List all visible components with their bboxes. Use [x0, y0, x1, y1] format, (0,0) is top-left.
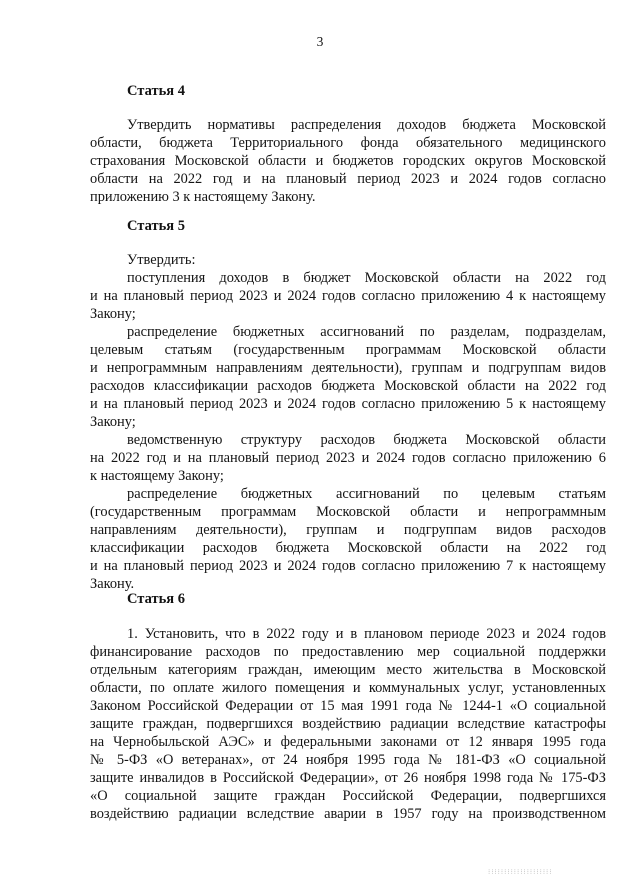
scan-watermark: ⁝⁝⁝⁝⁝⁝⁝⁝⁝⁝⁝⁝⁝⁝⁝⁝⁝⁝⁝⁝	[488, 868, 553, 876]
article-5-line: к настоящему Закону;	[90, 468, 224, 484]
article-5-line: Утвердить:	[127, 252, 196, 268]
article-4-line: Утвердить нормативы распределения доходов бюджета Московской	[127, 117, 606, 133]
article-6-line: отдельным категориям граждан, имеющим место жительства в Московской	[90, 662, 606, 678]
article-6-line: финансирование расходов по предоставлению мер социальной поддержки	[90, 644, 606, 660]
article-4-line: области на 2022 год и на плановый период 2023 и 2024 годов согласно	[90, 171, 606, 187]
article-5-line: Закону.	[90, 576, 135, 592]
article-6-line: защите инвалидов в Российской Федерации», от 26 ноября 1998 года № 175-ФЗ	[90, 770, 606, 786]
article-5-line: Закону;	[90, 306, 136, 322]
article-4-heading: Статья 4	[127, 83, 185, 99]
article-5-line: классификации расходов бюджета Московской области на 2022 год	[90, 540, 606, 556]
article-5-line: направлениям деятельности), группам и подгруппам видов расходов	[90, 522, 606, 538]
article-5-line: расходов классификации расходов бюджета Московской области на 2022 год	[90, 378, 606, 394]
article-6-line: защите граждан, подвергшихся воздействию радиации вследствие катастрофы	[90, 716, 606, 732]
article-5-line: (государственным программам Московской области и непрограммным	[90, 504, 606, 520]
article-5-line: ведомственную структуру расходов бюджета Московской области	[127, 432, 606, 448]
article-5-line: распределение бюджетных ассигнований по разделам, подразделам,	[127, 324, 606, 340]
article-5-line: целевым статьям (государственным программам Московской области	[90, 342, 606, 358]
page-number: 3	[316, 34, 324, 49]
article-5-line: Закону;	[90, 414, 136, 430]
article-6-line: Законом Российской Федерации от 15 мая 1991 года № 1244-1 «О социальной	[90, 698, 606, 714]
article-5-line: и на плановый период 2023 и 2024 годов согласно приложению 7 к настоящему	[90, 558, 606, 574]
article-6-line: «О социальной защите граждан Российской Федерации, подвергшихся	[90, 788, 606, 804]
article-6-line: на Чернобыльской АЭС» и федеральными законами от 12 января 1995 года	[90, 734, 606, 750]
article-5-line: на 2022 год и на плановый период 2023 и 2024 годов согласно приложению 6	[90, 450, 606, 466]
article-5-line: поступления доходов в бюджет Московской области на 2022 год	[127, 270, 606, 286]
article-4-line: приложению 3 к настоящему Закону.	[90, 189, 316, 205]
article-6-line: области, по оплате жилого помещения и коммунальных услуг, установленных	[90, 680, 606, 696]
article-4-line: области, бюджета Территориального фонда обязательного медицинского	[90, 135, 606, 151]
article-4-line: страхования Московской области и бюджетов городских округов Московской	[90, 153, 606, 169]
article-6-heading: Статья 6	[127, 591, 185, 607]
article-6-line: 1. Установить, что в 2022 году и в плановом периоде 2023 и 2024 годов	[127, 626, 606, 642]
article-5-line: и на плановый период 2023 и 2024 годов согласно приложению 5 к настоящему	[90, 396, 606, 412]
article-5-line: и на плановый период 2023 и 2024 годов согласно приложению 4 к настоящему	[90, 288, 606, 304]
article-5-heading: Статья 5	[127, 218, 185, 234]
article-6-line: воздействию радиации вследствие аварии в 1957 году на производственном	[90, 806, 606, 822]
article-5-line: распределение бюджетных ассигнований по целевым статьям	[127, 486, 606, 502]
article-6-line: № 5-ФЗ «О ветеранах», от 24 ноября 1995 года № 181-ФЗ «О социальной	[90, 752, 606, 768]
article-5-line: и непрограммным направлениям деятельности), группам и подгруппам видов	[90, 360, 606, 376]
